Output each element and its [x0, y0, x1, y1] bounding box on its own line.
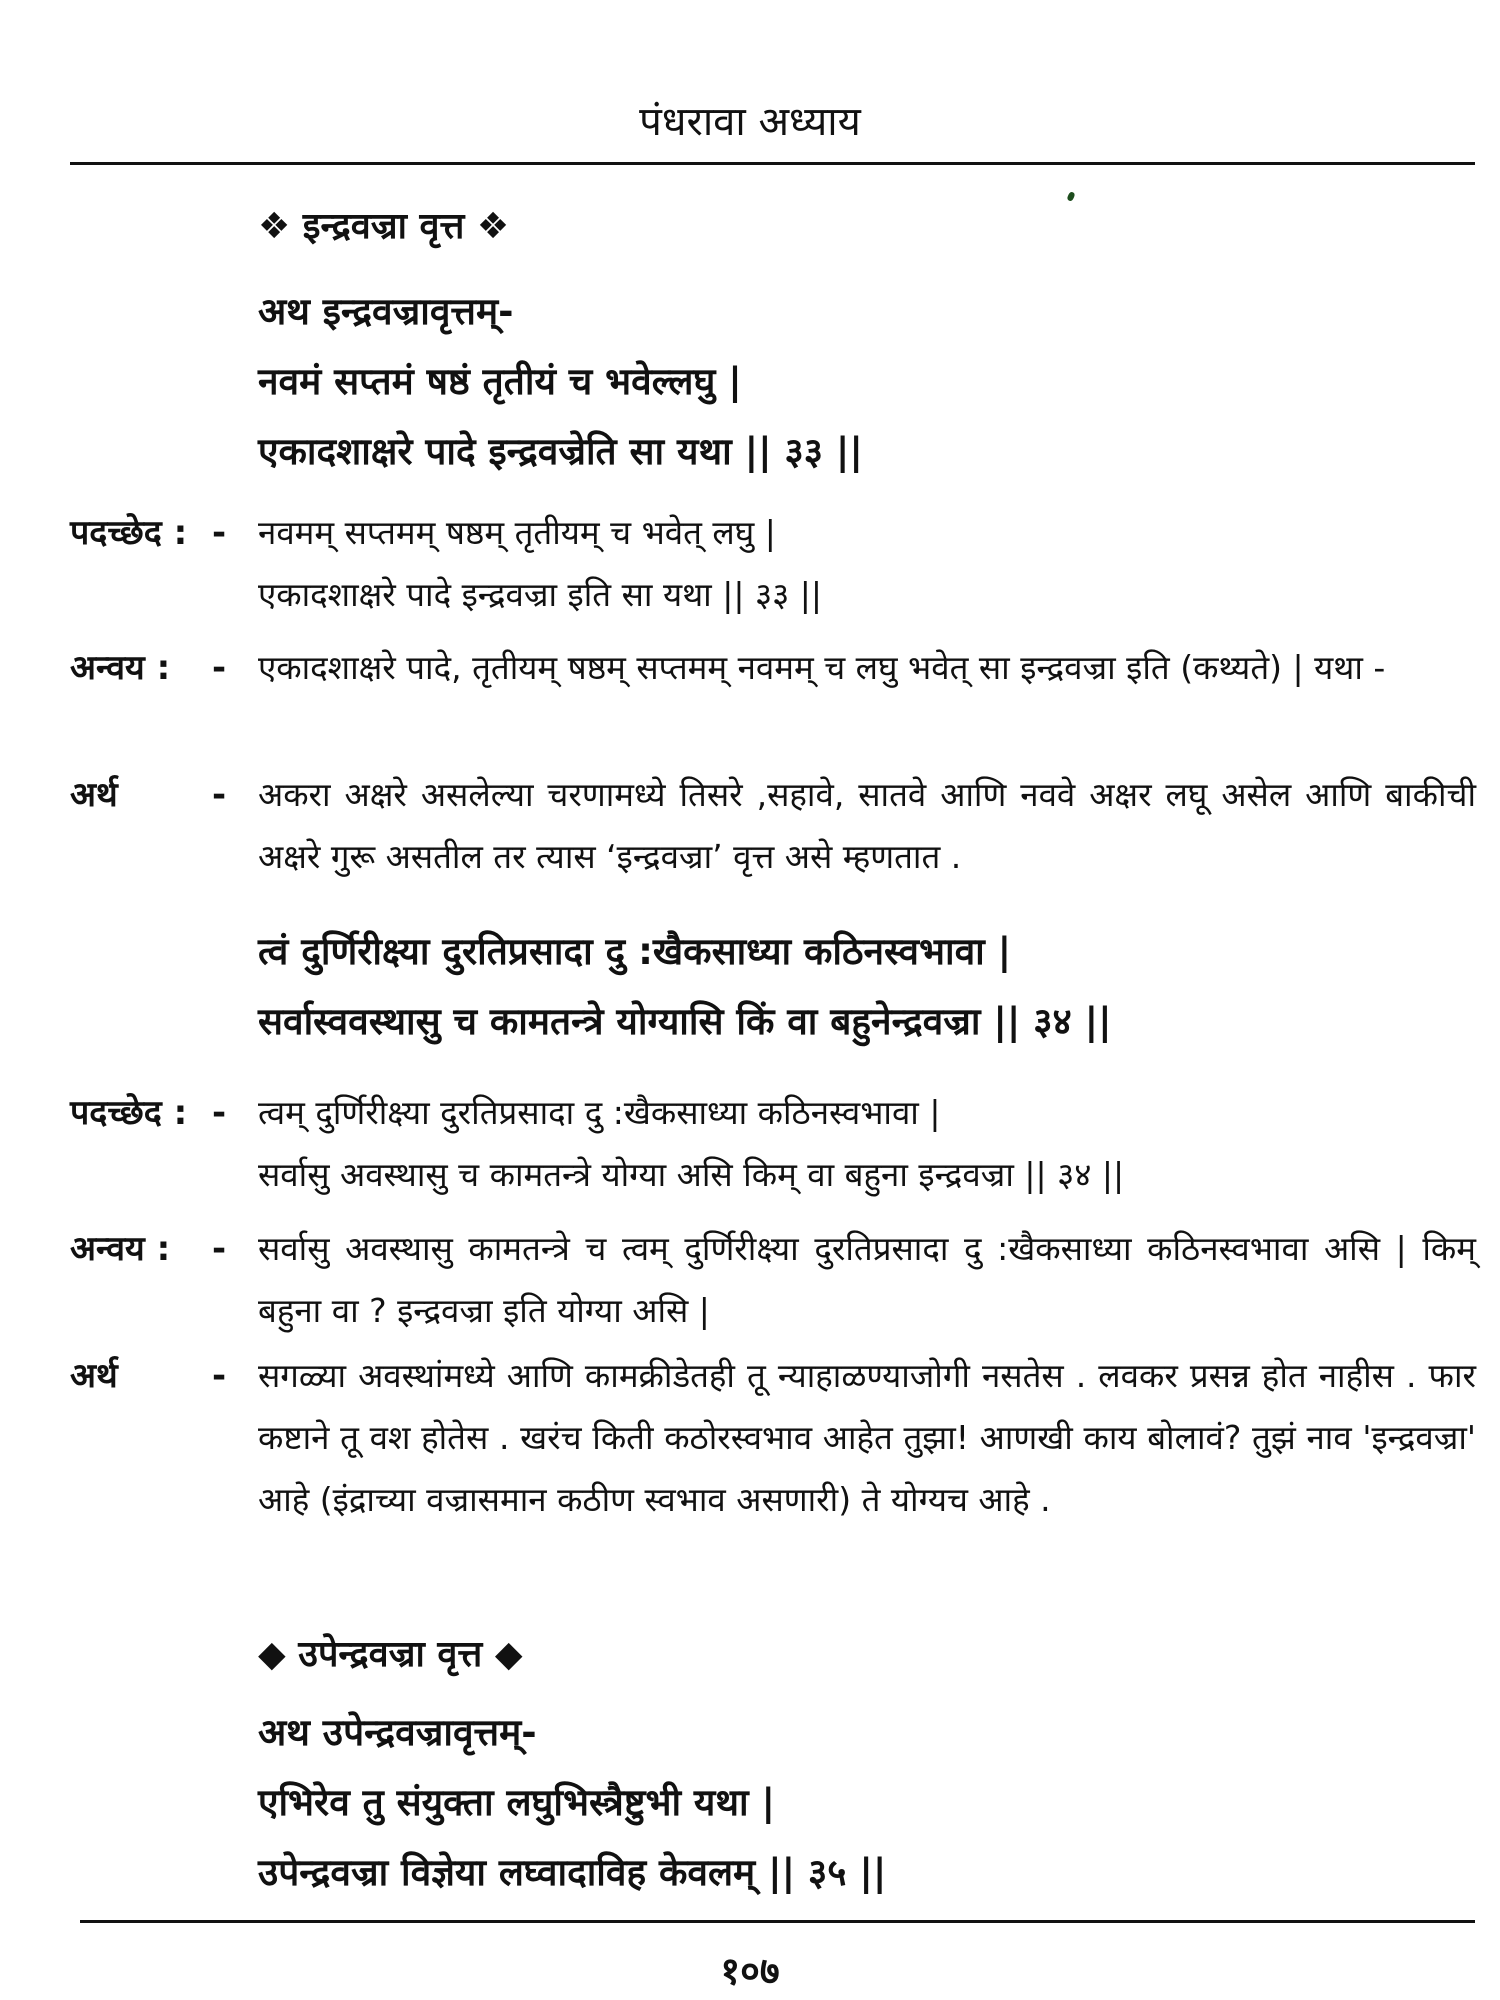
- entry-body: सगळ्या अवस्थांमध्ये आणि कामक्रीडेतही तू न्याहाळण्याजोगी नसतेस . लवकर प्रसन्न होत नाहीस . फार कष्टाने तू वश होतेस . खरंच किती कठोरस्वभाव आहेत तुझा! आणखी काय बोलावं? तुझं नाव 'इन्द्रवज्रा' आहे (इंद्राच्या वज्रासमान कठीण स्वभाव असणारी) ते योग्यच आहे .: [258, 1356, 1476, 1519]
- footer-rule: [80, 1920, 1475, 1923]
- verse-line: एभिरेव तु संयुक्ता लघुभिस्त्रैष्टुभी यथा |: [258, 1781, 775, 1824]
- verse-line: त्वं दुर्णिरीक्ष्या दुरतिप्रसादा दु :खैकसाध्या कठिनस्वभावा |: [258, 930, 1012, 973]
- verse-line: नवमं सप्तमं षष्ठं तृतीयं च भवेल्लघु |: [258, 360, 742, 403]
- entry-line: एकादशाक्षरे पादे इन्द्रवज्रा इति सा यथा || ३३ ||: [258, 575, 822, 614]
- verse-line: अथ इन्द्रवज्रावृत्तम्-: [258, 290, 514, 333]
- entry-dash: -: [212, 1356, 227, 1396]
- entry-label: अर्थ: [70, 775, 118, 815]
- header-rule: [70, 162, 1475, 165]
- entry-label: अन्वय :: [70, 648, 171, 688]
- chapter-title: पंधरावा अध्याय: [639, 99, 861, 145]
- entry-label: पदच्छेद :: [70, 1093, 188, 1133]
- verse-line: सर्वास्ववस्थासु च कामतन्त्रे योग्यासि किं वा बहुनेन्द्रवज्रा || ३४ ||: [258, 1000, 1112, 1043]
- entry-dash: -: [212, 1093, 227, 1133]
- entry-dash: -: [212, 775, 227, 815]
- entry-body: [258, 502, 1476, 626]
- verse-line: एकादशाक्षरे पादे इन्द्रवज्रेति सा यथा || ३३ ||: [258, 430, 863, 473]
- page-number: १०७: [720, 1949, 780, 1993]
- verse-line: अथ उपेन्द्रवज्रावृत्तम्-: [258, 1711, 537, 1754]
- entry-line: नवमम् सप्तमम् षष्ठम् तृतीयम् च भवेत् लघु |: [258, 513, 776, 552]
- entry-label: अर्थ: [70, 1356, 118, 1396]
- entry-body: सर्वासु अवस्थासु कामतन्त्रे च त्वम् दुर्णिरीक्ष्या दुरतिप्रसादा दु :खैकसाध्या कठिनस्वभावा असि | किम् बहुना वा ? इन्द्रवज्रा इति योग्या असि |: [258, 1229, 1476, 1330]
- section-heading-indravajra: ❖ इन्द्रवज्रा वृत्त ❖: [258, 206, 510, 247]
- verse-35: [258, 1698, 886, 1908]
- entry-dash: -: [212, 648, 227, 688]
- entry-label: पदच्छेद :: [70, 513, 188, 553]
- entry-line: त्वम् दुर्णिरीक्ष्या दुरतिप्रसादा दु :खैकसाध्या कठिनस्वभावा |: [258, 1093, 941, 1132]
- entry-body: एकादशाक्षरे पादे, तृतीयम् षष्ठम् सप्तमम् नवमम् च लघु भवेत् सा इन्द्रवज्रा इति (कथ्यते) | यथा -: [258, 648, 1386, 687]
- entry-body: अकरा अक्षरे असलेल्या चरणामध्ये तिसरे ,सहावे, सातवे आणि नववे अक्षर लघू असेल आणि बाकीची अक्षरे गुरू असतील तर त्यास ‘इन्द्रवज्रा’ वृत्त असे म्हणतात .: [258, 775, 1476, 876]
- section-heading-upendravajra: ◆ उपेन्द्रवज्रा वृत्त ◆: [258, 1634, 523, 1675]
- verse-line: उपेन्द्रवज्रा विज्ञेया लघ्वादाविह केवलम् || ३५ ||: [258, 1851, 887, 1894]
- entry-body: [258, 1082, 1476, 1206]
- verse-34: [258, 917, 1112, 1057]
- verse-33: [258, 277, 863, 487]
- entry-dash: -: [212, 513, 227, 553]
- ink-speck: [1066, 191, 1075, 202]
- entry-line: सर्वासु अवस्थासु च कामतन्त्रे योग्या असि किम् वा बहुना इन्द्रवज्रा || ३४ ||: [258, 1155, 1125, 1194]
- entry-label: अन्वय :: [70, 1229, 171, 1269]
- entry-dash: -: [212, 1229, 227, 1269]
